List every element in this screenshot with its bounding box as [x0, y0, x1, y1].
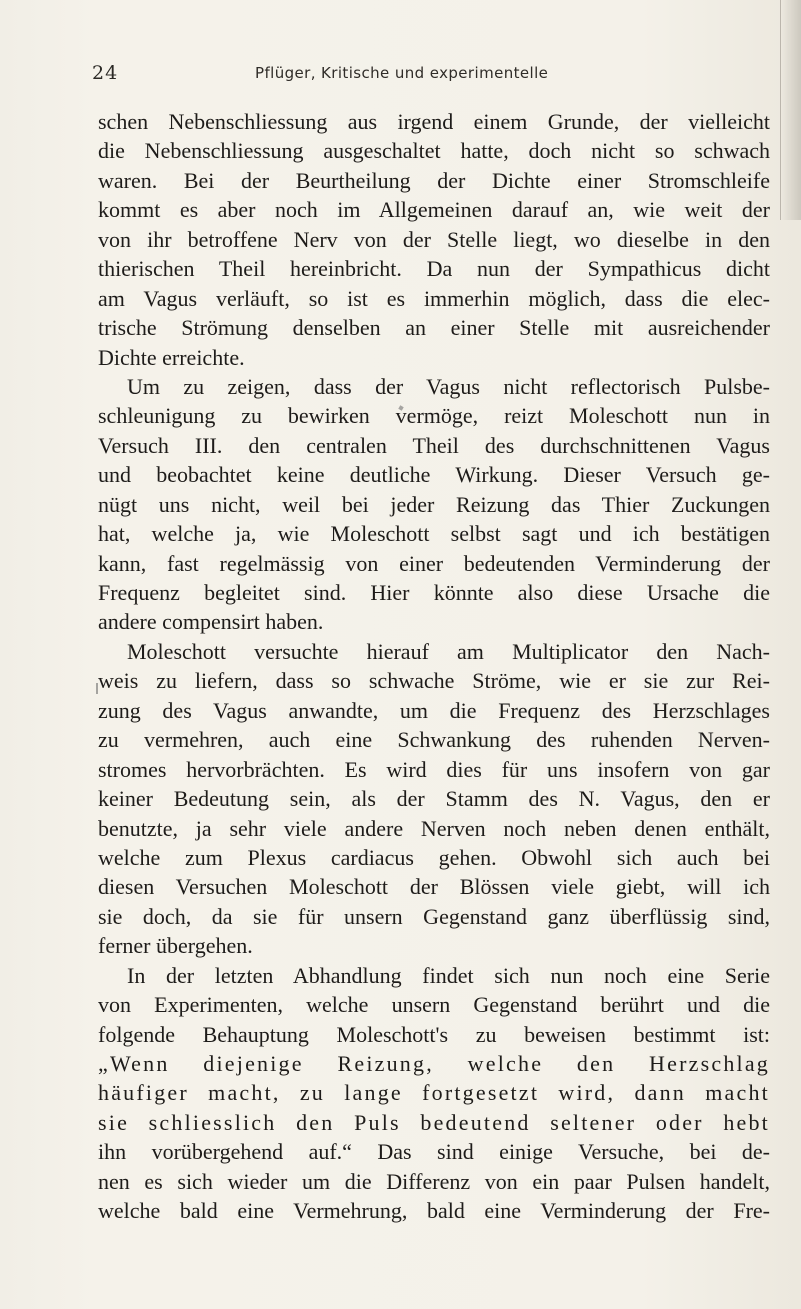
text-line: schen Nebenschliessung aus irgend einem Grunde, der vielleicht	[98, 109, 770, 134]
text-line: von Experimenten, welche unsern Gegenstand berührt und die	[98, 992, 770, 1018]
text-line: welche zum Plexus cardiacus gehen. Obwohl sich auch bei	[98, 844, 770, 870]
text-line: Versuch III. den centralen Theil des durchschnittenen Vagus	[98, 432, 770, 458]
text-line: stromes hervorbrächten. Es wird dies für uns insofern von gar	[98, 756, 770, 782]
text-line: andere compensirt haben.	[98, 609, 324, 635]
running-head: Pflüger, Kritische und experimentelle	[255, 64, 549, 82]
text-line: weis zu liefern, dass so schwache Ströme, wie er sie zur Rei-	[98, 668, 770, 694]
text-line: keiner Bedeutung sein, als der Stamm des N. Vagus, den er	[98, 786, 770, 812]
body-text	[98, 107, 770, 1226]
text-line: hat, welche ja, wie Moleschott selbst sagt und ich bestätigen	[98, 521, 770, 547]
text-line: ferner übergehen.	[98, 933, 253, 959]
text-line: waren. Bei der Beurtheilung der Dichte einer Stromschleife	[98, 167, 770, 193]
text-line: nen es sich wieder um die Differenz von ein paar Pulsen handelt,	[98, 1168, 770, 1194]
text-line: Frequenz begleitet sind. Hier könnte also diese Ursache die	[98, 580, 770, 605]
text-line: zu vermehren, auch eine Schwankung des ruhenden Nerven-	[98, 727, 770, 753]
text-line: schleunigung zu bewirken vermöge, reizt Moleschott nun in	[98, 403, 770, 429]
text-line: sie doch, da sie für unsern Gegenstand ganz überflüssig sind,	[98, 903, 770, 929]
text-line: folgende Behauptung Moleschott's zu beweisen bestimmt ist:	[98, 1021, 770, 1047]
text-line: nügt uns nicht, weil bei jeder Reizung das Thier Zuckungen	[98, 491, 770, 517]
page-edge-shadow	[780, 0, 801, 220]
text-line: zung des Vagus anwandte, um die Frequenz des Herzschlages	[98, 697, 770, 723]
text-line: Moleschott versuchte hierauf am Multiplicator den Nach-	[127, 638, 770, 664]
text-line-emphasized: „Wenn diejenige Reizung, welche den Herzschlag	[98, 1051, 770, 1076]
text-line: diesen Versuchen Moleschott der Blössen viele giebt, will ich	[98, 874, 770, 900]
page-header	[92, 62, 712, 90]
text-line: von ihr betroffene Nerv von der Stelle liegt, wo dieselbe in den	[98, 226, 770, 252]
text-line: thierischen Theil hereinbricht. Da nun der Sympathicus dicht	[98, 256, 770, 282]
text-line: In der letzten Abhandlung findet sich nun noch eine Serie	[127, 962, 770, 988]
text-line: die Nebenschliessung ausgeschaltet hatte, doch nicht so schwach	[98, 138, 770, 164]
text-line: welche bald eine Vermehrung, bald eine Verminderung der Fre-	[98, 1198, 770, 1224]
text-line: Um zu zeigen, dass der Vagus nicht reflectorisch Pulsbe-	[127, 373, 770, 399]
text-line-emphasized: häufiger macht, zu lange fortgesetzt wird, dann macht	[98, 1080, 770, 1106]
text-line: und beobachtet keine deutliche Wirkung. Dieser Versuch ge-	[98, 462, 770, 488]
text-line: kommt es aber noch im Allgemeinen darauf an, wie weit der	[98, 197, 770, 223]
text-line-emphasized: sie schliesslich den Puls bedeutend seltener oder hebt	[98, 1109, 770, 1135]
text-line: benutzte, ja sehr viele andere Nerven noch neben denen enthält,	[98, 815, 770, 841]
page-number: 24	[92, 62, 119, 84]
text-line: Dichte erreichte.	[98, 344, 245, 370]
text-line: trische Strömung denselben an einer Stelle mit ausreichender	[98, 315, 770, 341]
text-line: am Vagus verläuft, so ist es immerhin möglich, dass die elec-	[98, 285, 770, 311]
text-line: kann, fast regelmässig von einer bedeutenden Verminderung der	[98, 550, 770, 576]
text-line: ihn vorübergehend auf.“ Das sind einige Versuche, bei de-	[98, 1139, 770, 1165]
